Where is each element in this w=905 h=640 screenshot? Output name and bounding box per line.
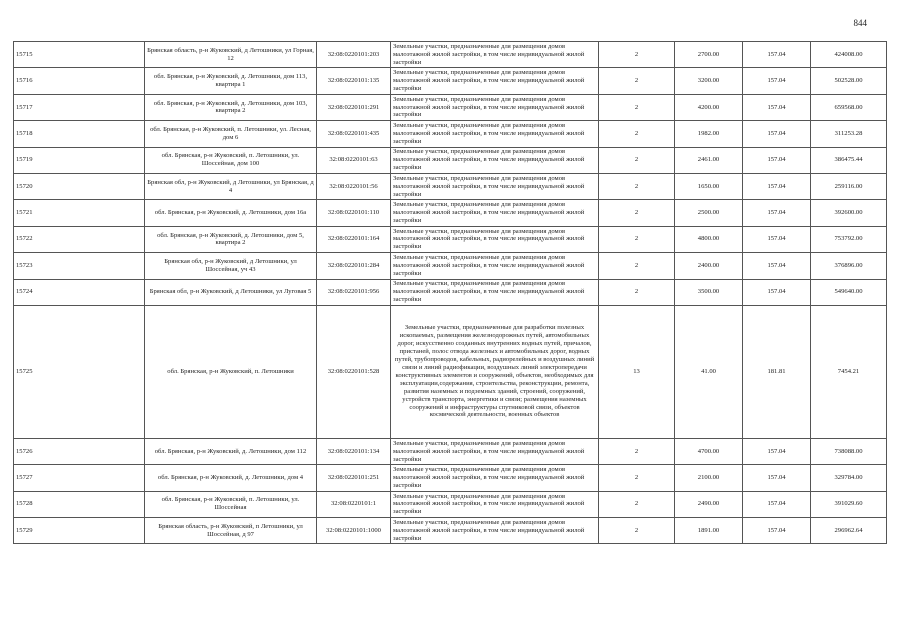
area-cell: 4700.00	[675, 438, 743, 464]
row-number: 15715	[14, 42, 145, 68]
row-number: 15721	[14, 200, 145, 226]
row-number: 15726	[14, 438, 145, 464]
cadastral-number-cell: 32:08:0220101:528	[317, 305, 391, 438]
area-cell: 1891.00	[675, 518, 743, 544]
cadastral-value-cell: 659568.00	[811, 94, 887, 120]
address-cell: Брянская область, р-н Жуковский, п Летошники, ул Шоссейная, д 97	[145, 518, 317, 544]
address-cell: обл. Брянская, р-н Жуковский, п. Летошники, ул. Шоссейная	[145, 491, 317, 517]
row-number: 15724	[14, 279, 145, 305]
cadastral-value-cell: 329784.00	[811, 465, 887, 491]
page-number: 844	[853, 18, 867, 28]
area-cell: 2400.00	[675, 253, 743, 279]
address-cell: обл. Брянская, р-н Жуковский, д. Летошники, дом 5, квартира 2	[145, 226, 317, 252]
rate-cell: 157.04	[743, 253, 811, 279]
land-use-cell: Земельные участки, предназначенные для размещения домов малоэтажной жилой застройки, в том числе индивидуальной жилой застройки	[391, 491, 599, 517]
rate-cell: 157.04	[743, 200, 811, 226]
land-use-cell: Земельные участки, предназначенные для размещения домов малоэтажной жилой застройки, в том числе индивидуальной жилой застройки	[391, 68, 599, 94]
row-number: 15716	[14, 68, 145, 94]
row-number: 15717	[14, 94, 145, 120]
cadastral-value-cell: 502528.00	[811, 68, 887, 94]
rate-cell: 157.04	[743, 491, 811, 517]
area-cell: 1982.00	[675, 121, 743, 147]
cadastral-value-cell: 259116.00	[811, 173, 887, 199]
table-row	[14, 226, 887, 252]
address-cell: обл. Брянская, р-н Жуковский, п. Летошники, ул. Шоссейная, дом 100	[145, 147, 317, 173]
area-cell: 3200.00	[675, 68, 743, 94]
table-row	[14, 42, 887, 68]
cadastral-number-cell: 32:08:0220101:110	[317, 200, 391, 226]
cadastral-value-cell: 296962.64	[811, 518, 887, 544]
land-use-cell: Земельные участки, предназначенные для размещения домов малоэтажной жилой застройки, в том числе индивидуальной жилой застройки	[391, 42, 599, 68]
row-number: 15728	[14, 491, 145, 517]
rate-cell: 181.81	[743, 305, 811, 438]
table-row	[14, 305, 887, 438]
category-cell: 2	[599, 226, 675, 252]
category-cell: 2	[599, 518, 675, 544]
table-row	[14, 68, 887, 94]
area-cell: 2500.00	[675, 200, 743, 226]
cadastral-number-cell: 32:08:0220101:956	[317, 279, 391, 305]
area-cell: 4800.00	[675, 226, 743, 252]
category-cell: 13	[599, 305, 675, 438]
land-use-cell: Земельные участки, предназначенные для размещения домов малоэтажной жилой застройки, в том числе индивидуальной жилой застройки	[391, 173, 599, 199]
area-cell: 3500.00	[675, 279, 743, 305]
address-cell: обл. Брянская, р-н Жуковский, п. Летошники	[145, 305, 317, 438]
row-number: 15725	[14, 305, 145, 438]
address-cell: Брянская обл, р-н Жуковский, д Летошники, ул Луговая 5	[145, 279, 317, 305]
row-number: 15722	[14, 226, 145, 252]
area-cell: 1650.00	[675, 173, 743, 199]
category-cell: 2	[599, 42, 675, 68]
cadastral-number-cell: 32:08:0220101:203	[317, 42, 391, 68]
cadastral-number-cell: 32:08:0220101:135	[317, 68, 391, 94]
address-cell: Брянская обл, р-н Жуковский, д Летошники, ул Шоссейная, уч 43	[145, 253, 317, 279]
category-cell: 2	[599, 121, 675, 147]
category-cell: 2	[599, 279, 675, 305]
table-row	[14, 147, 887, 173]
area-cell: 2490.00	[675, 491, 743, 517]
category-cell: 2	[599, 253, 675, 279]
rate-cell: 157.04	[743, 279, 811, 305]
rate-cell: 157.04	[743, 438, 811, 464]
table-row	[14, 253, 887, 279]
rate-cell: 157.04	[743, 518, 811, 544]
row-number: 15720	[14, 173, 145, 199]
cadastral-value-cell: 311253.28	[811, 121, 887, 147]
address-cell: обл. Брянская, р-н Жуковский, д. Летошники, дом 4	[145, 465, 317, 491]
address-cell: обл. Брянская, р-н Жуковский, п. Летошники, ул. Лесная, дом 6	[145, 121, 317, 147]
cadastral-number-cell: 32:08:0220101:134	[317, 438, 391, 464]
row-number: 15729	[14, 518, 145, 544]
address-cell: Брянская область, р-н Жуковский, д Летошники, ул Горная, 12	[145, 42, 317, 68]
land-use-cell: Земельные участки, предназначенные для размещения домов малоэтажной жилой застройки, в том числе индивидуальной жилой застройки	[391, 94, 599, 120]
cadastral-number-cell: 32:08:0220101:1000	[317, 518, 391, 544]
table-row	[14, 438, 887, 464]
cadastral-number-cell: 32:08:0220101:1	[317, 491, 391, 517]
cadastral-number-cell: 32:08:0220101:251	[317, 465, 391, 491]
table-row	[14, 518, 887, 544]
cadastral-value-cell: 7454.21	[811, 305, 887, 438]
rate-cell: 157.04	[743, 121, 811, 147]
cadastral-value-cell: 391029.60	[811, 491, 887, 517]
table-row	[14, 279, 887, 305]
land-use-cell: Земельные участки, предназначенные для размещения домов малоэтажной жилой застройки, в том числе индивидуальной жилой застройки	[391, 465, 599, 491]
row-number: 15723	[14, 253, 145, 279]
cadastral-value-cell: 738088.00	[811, 438, 887, 464]
area-cell: 2461.00	[675, 147, 743, 173]
category-cell: 2	[599, 68, 675, 94]
land-use-cell: Земельные участки, предназначенные для размещения домов малоэтажной жилой застройки, в том числе индивидуальной жилой застройки	[391, 253, 599, 279]
cadastral-value-cell: 549640.00	[811, 279, 887, 305]
land-registry-table	[13, 41, 887, 544]
rate-cell: 157.04	[743, 173, 811, 199]
land-use-cell: Земельные участки, предназначенные для размещения домов малоэтажной жилой застройки, в том числе индивидуальной жилой застройки	[391, 518, 599, 544]
table-row	[14, 491, 887, 517]
cadastral-value-cell: 392600.00	[811, 200, 887, 226]
category-cell: 2	[599, 491, 675, 517]
cadastral-number-cell: 32:08:0220101:435	[317, 121, 391, 147]
address-cell: Брянская обл, р-н Жуковский, д Летошники, ул Брянская, д 4	[145, 173, 317, 199]
rate-cell: 157.04	[743, 68, 811, 94]
cadastral-value-cell: 376896.00	[811, 253, 887, 279]
table-row	[14, 121, 887, 147]
address-cell: обл. Брянская, р-н Жуковский, д. Летошники, дом 112	[145, 438, 317, 464]
cadastral-number-cell: 32:08:0220101:63	[317, 147, 391, 173]
rate-cell: 157.04	[743, 465, 811, 491]
rate-cell: 157.04	[743, 42, 811, 68]
land-use-cell: Земельные участки, предназначенные для размещения домов малоэтажной жилой застройки, в том числе индивидуальной жилой застройки	[391, 226, 599, 252]
land-use-cell: Земельные участки, предназначенные для разработки полезных ископаемых, размещения железнодорожных путей, автомобильных дорог, искусственно созданных внутренних водных путей, причалов, пристаней, полос отвода железных и автомобильных дорог, водных путей, трубопроводов, кабельных, радиорелейных и воздушных линий связи и линий радиофикации, воздушных линий электропередачи конструктивных элементов и сооружений, объектов, необходимых для эксплуатации,содержания, строительства, реконструкции, ремонта, развития наземных и подземных зданий, строений, сооружений, устройств транспорта, энергетики и связи; размещения наземных сооружений и инфраструктуры спутниковой связи, объектов космической деятельности, военных объектов	[391, 305, 599, 438]
category-cell: 2	[599, 200, 675, 226]
address-cell: обл. Брянская, р-н Жуковский, д. Летошники, дом 103, квартира 2	[145, 94, 317, 120]
land-use-cell: Земельные участки, предназначенные для размещения домов малоэтажной жилой застройки, в том числе индивидуальной жилой застройки	[391, 200, 599, 226]
rate-cell: 157.04	[743, 147, 811, 173]
table-row	[14, 200, 887, 226]
table-row	[14, 94, 887, 120]
table-row	[14, 173, 887, 199]
address-cell: обл. Брянская, р-н Жуковский, д. Летошники, дом 16а	[145, 200, 317, 226]
row-number: 15718	[14, 121, 145, 147]
cadastral-number-cell: 32:08:0220101:164	[317, 226, 391, 252]
area-cell: 2100.00	[675, 465, 743, 491]
row-number: 15727	[14, 465, 145, 491]
land-use-cell: Земельные участки, предназначенные для размещения домов малоэтажной жилой застройки, в том числе индивидуальной жилой застройки	[391, 121, 599, 147]
area-cell: 2700.00	[675, 42, 743, 68]
land-use-cell: Земельные участки, предназначенные для размещения домов малоэтажной жилой застройки, в том числе индивидуальной жилой застройки	[391, 147, 599, 173]
rate-cell: 157.04	[743, 94, 811, 120]
table-row	[14, 465, 887, 491]
area-cell: 41.00	[675, 305, 743, 438]
category-cell: 2	[599, 438, 675, 464]
cadastral-number-cell: 32:08:0220101:284	[317, 253, 391, 279]
cadastral-number-cell: 32:08:0220101:291	[317, 94, 391, 120]
category-cell: 2	[599, 465, 675, 491]
category-cell: 2	[599, 173, 675, 199]
category-cell: 2	[599, 94, 675, 120]
cadastral-value-cell: 386475.44	[811, 147, 887, 173]
land-use-cell: Земельные участки, предназначенные для размещения домов малоэтажной жилой застройки, в том числе индивидуальной жилой застройки	[391, 438, 599, 464]
cadastral-value-cell: 424008.00	[811, 42, 887, 68]
land-use-cell: Земельные участки, предназначенные для размещения домов малоэтажной жилой застройки, в том числе индивидуальной жилой застройки	[391, 279, 599, 305]
area-cell: 4200.00	[675, 94, 743, 120]
cadastral-value-cell: 753792.00	[811, 226, 887, 252]
cadastral-number-cell: 32:08:0220101:56	[317, 173, 391, 199]
row-number: 15719	[14, 147, 145, 173]
rate-cell: 157.04	[743, 226, 811, 252]
address-cell: обл. Брянская, р-н Жуковский, д. Летошники, дом 113, квартира 1	[145, 68, 317, 94]
category-cell: 2	[599, 147, 675, 173]
